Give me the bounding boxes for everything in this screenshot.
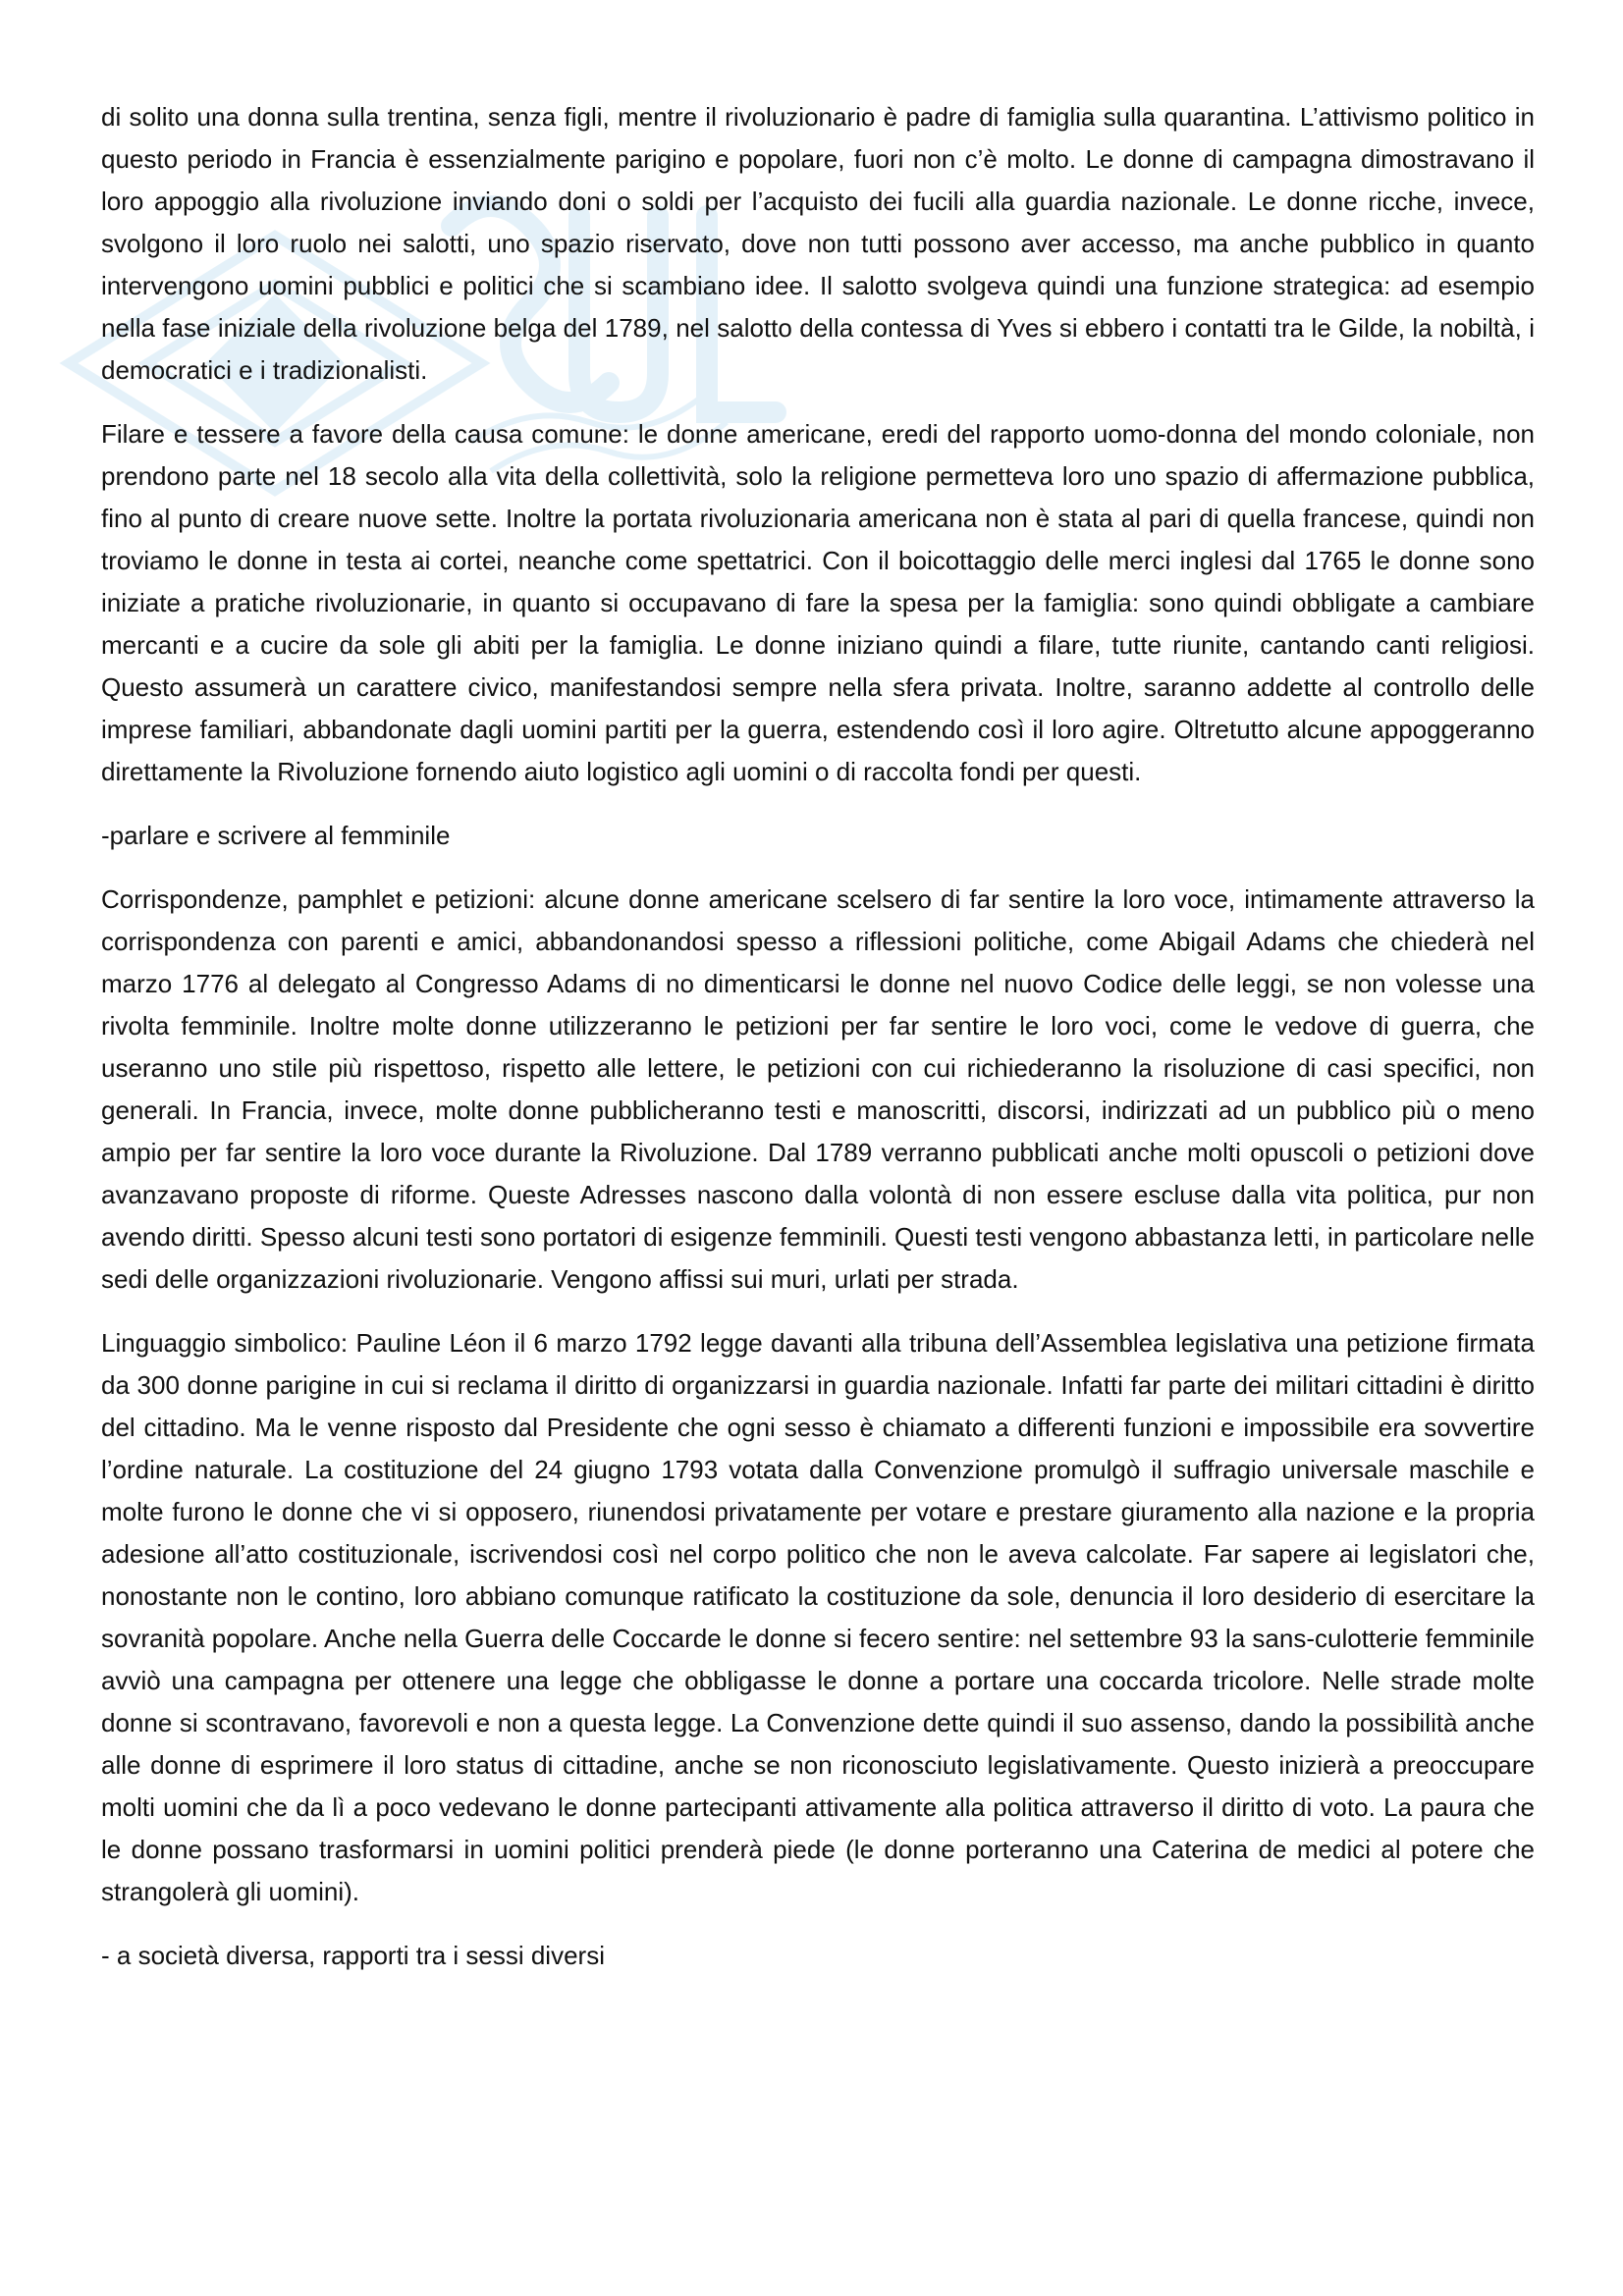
paragraph-filare-tessere: Filare e tessere a favore della causa comune: le donne americane, eredi del rapporto uomo-donna del mondo coloniale, non prendono parte nel 18 secolo alla vita della collettività, solo la religione permetteva loro uno spazio di affermazione pubblica, fino al punto di creare nuove sette. Inoltre la portata rivoluzionaria americana non è stata al pari di quella francese, quindi non troviamo le donne in testa ai cortei, neanche come spettatrici. Con il boicottaggio delle merci inglesi dal 1765 le donne sono iniziate a pratiche rivoluzionarie, in quanto si occupavano di fare la spesa per la famiglia: sono quindi obbligate a cambiare mercanti e a cucire da sole gli abiti per la famiglia. Le donne iniziano quindi a filare, tutte riunite, cantando canti religiosi. Questo assumerà un carattere civico, manifestandosi sempre nella sfera privata. Inoltre, saranno addette al controllo delle imprese familiari, abbandonate dagli uomini partiti per la guerra, estendendo così il loro agire. Oltretutto alcune appoggeranno direttamente la Rivoluzione fornendo aiuto logistico agli uomini o di raccolta fondi per questi.	[101, 419, 1535, 786]
section-heading-societa-diversa: - a società diversa, rapporti tra i sessi diversi	[101, 1941, 605, 1970]
section-heading-parlare-scrivere: -parlare e scrivere al femminile	[101, 821, 451, 850]
document-body	[101, 96, 1535, 1999]
paragraph-corrispondenze: Corrispondenze, pamphlet e petizioni: alcune donne americane scelsero di far sentire la loro voce, intimamente attraverso la corrispondenza con parenti e amici, abbandonandosi spesso a riflessioni politiche, come Abigail Adams che chiederà nel marzo 1776 al delegato al Congresso Adams di no dimenticarsi le donne nel nuovo Codice delle leggi, se non volesse una rivolta femminile. Inoltre molte donne utilizzeranno le petizioni per far sentire le loro voci, come le vedove di guerra, che useranno uno stile più rispettoso, rispetto alle lettere, le petizioni con cui richiederanno la risoluzione di casi specifici, non generali. In Francia, invece, molte donne pubblicheranno testi e manoscritti, discorsi, indirizzati ad un pubblico più o meno ampio per far sentire la loro voce durante la Rivoluzione. Dal 1789 verranno pubblicati anche molti opuscoli o petizioni dove avanzavano proposte di riforme. Queste Adresses nascono dalla volontà di non essere escluse dalla vita politica, pur non avendo diritti. Spesso alcuni testi sono portatori di esigenze femminili. Questi testi vengono abbastanza letti, in particolare nelle sedi delle organizzazioni rivoluzionarie. Vengono affissi sui muri, urlati per strada.	[101, 884, 1535, 1294]
paragraph-linguaggio-simbolico: Linguaggio simbolico: Pauline Léon il 6 marzo 1792 legge davanti alla tribuna dell’Assemblea legislativa una petizione firmata da 300 donne parigine in cui si reclama il diritto di organizzarsi in guardia nazionale. Infatti far parte dei militari cittadini è diritto del cittadino. Ma le venne risposto dal Presidente che ogni sesso è chiamato a differenti funzioni e impossibile era sovvertire l’ordine naturale. La costituzione del 24 giugno 1793 votata dalla Convenzione promulgò il suffragio universale maschile e molte furono le donne che vi si opposero, riunendosi privatamente per votare e prestare giuramento alla nazione e la propria adesione all’atto costituzionale, iscrivendosi così nel corpo politico che non le aveva calcolate. Far sapere ai legislatori che, nonostante non le contino, loro abbiano comunque ratificato la costituzione da sole, denuncia il loro desiderio di esercitare la sovranità popolare. Anche nella Guerra delle Coccarde le donne si fecero sentire: nel settembre 93 la sans-culotterie femminile avviò una campagna per ottenere una legge che obbligasse le donne a portare una coccarda tricolore. Nelle strade molte donne si scontravano, favorevoli e non a questa legge. La Convenzione dette quindi il suo assenso, dando la possibilità anche alle donne di esprimere il loro status di cittadine, anche se non riconosciuto legislativamente. Questo inizierà a preoccupare molti uomini che da lì a poco vedevano le donne partecipanti attivamente alla politica attraverso il diritto di voto. La paura che le donne possano trasformarsi in uomini politici prenderà piede (le donne porteranno una Caterina de medici al potere che strangolerà gli uomini).	[101, 1328, 1535, 1906]
paragraph-salotti: di solito una donna sulla trentina, senza figli, mentre il rivoluzionario è padre di famiglia sulla quarantina. L’attivismo politico in questo periodo in Francia è essenzialmente parigino e popolare, fuori non c’è molto. Le donne di campagna dimostravano il loro appoggio alla rivoluzione inviando doni o soldi per l’acquisto dei fucili alla guardia nazionale. Le donne ricche, invece, svolgono il loro ruolo nei salotti, uno spazio riservato, dove non tutti possono aver accesso, ma anche pubblico in quanto intervengono uomini pubblici e politici che si scambiano idee. Il salotto svolgeva quindi una funzione strategica: ad esempio nella fase iniziale della rivoluzione belga del 1789, nel salotto della contessa di Yves si ebbero i contatti tra le Gilde, la nobiltà, i democratici e i tradizionalisti.	[101, 102, 1535, 385]
